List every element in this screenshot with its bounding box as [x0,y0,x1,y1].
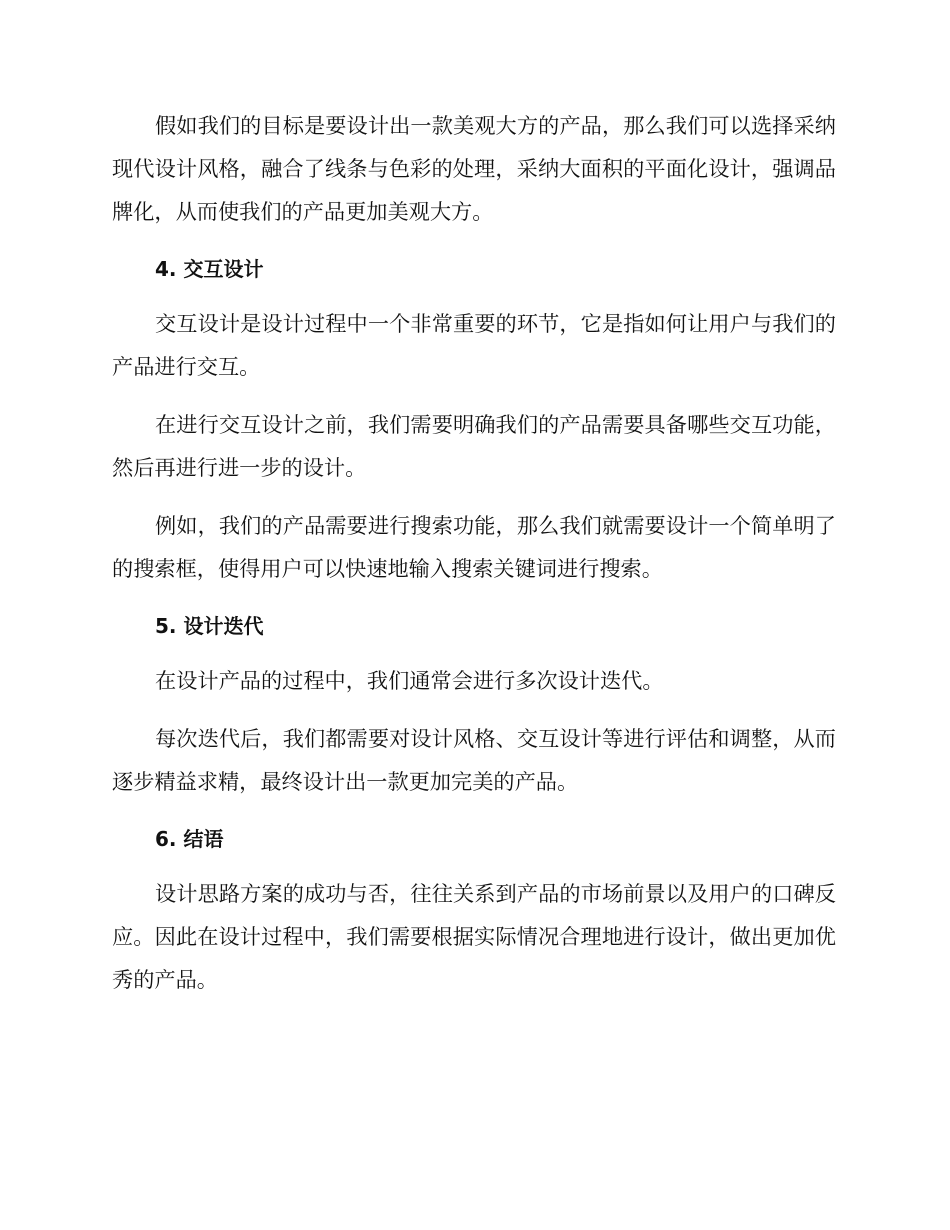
document-page [112,104,836,1016]
paragraph-iteration-evaluation: 每次迭代后，我们都需要对设计风格、交互设计等进行评估和调整，从而逐步精益求精，最终设计出一款更加完美的产品。 [112,726,836,794]
paragraph-search-example: 例如，我们的产品需要进行搜索功能，那么我们就需要设计一个简单明了的搜索框，使得用户可以快速地输入搜索关键词进行搜索。 [112,513,836,581]
paragraph-interaction-features: 在进行交互设计之前，我们需要明确我们的产品需要具备哪些交互功能，然后再进行进一步的设计。 [112,412,836,480]
paragraph-design-style: 假如我们的目标是要设计出一款美观大方的产品，那么我们可以选择采纳现代设计风格，融合了线条与色彩的处理，采纳大面积的平面化设计，强调品牌化，从而使我们的产品更加美观大方。 [112,113,836,224]
paragraph-interaction-intro: 交互设计是设计过程中一个非常重要的环节，它是指如何让用户与我们的产品进行交互。 [112,311,836,379]
heading-interaction-design: 4. 交互设计 [155,257,264,281]
heading-design-iteration: 5. 设计迭代 [155,614,264,638]
heading-conclusion: 6. 结语 [155,827,224,851]
paragraph-iteration-intro: 在设计产品的过程中，我们通常会进行多次设计迭代。 [155,668,664,693]
paragraph-conclusion: 设计思路方案的成功与否，往往关系到产品的市场前景以及用户的口碑反应。因此在设计过程中，我们需要根据实际情况合理地进行设计，做出更加优秀的产品。 [112,881,836,992]
